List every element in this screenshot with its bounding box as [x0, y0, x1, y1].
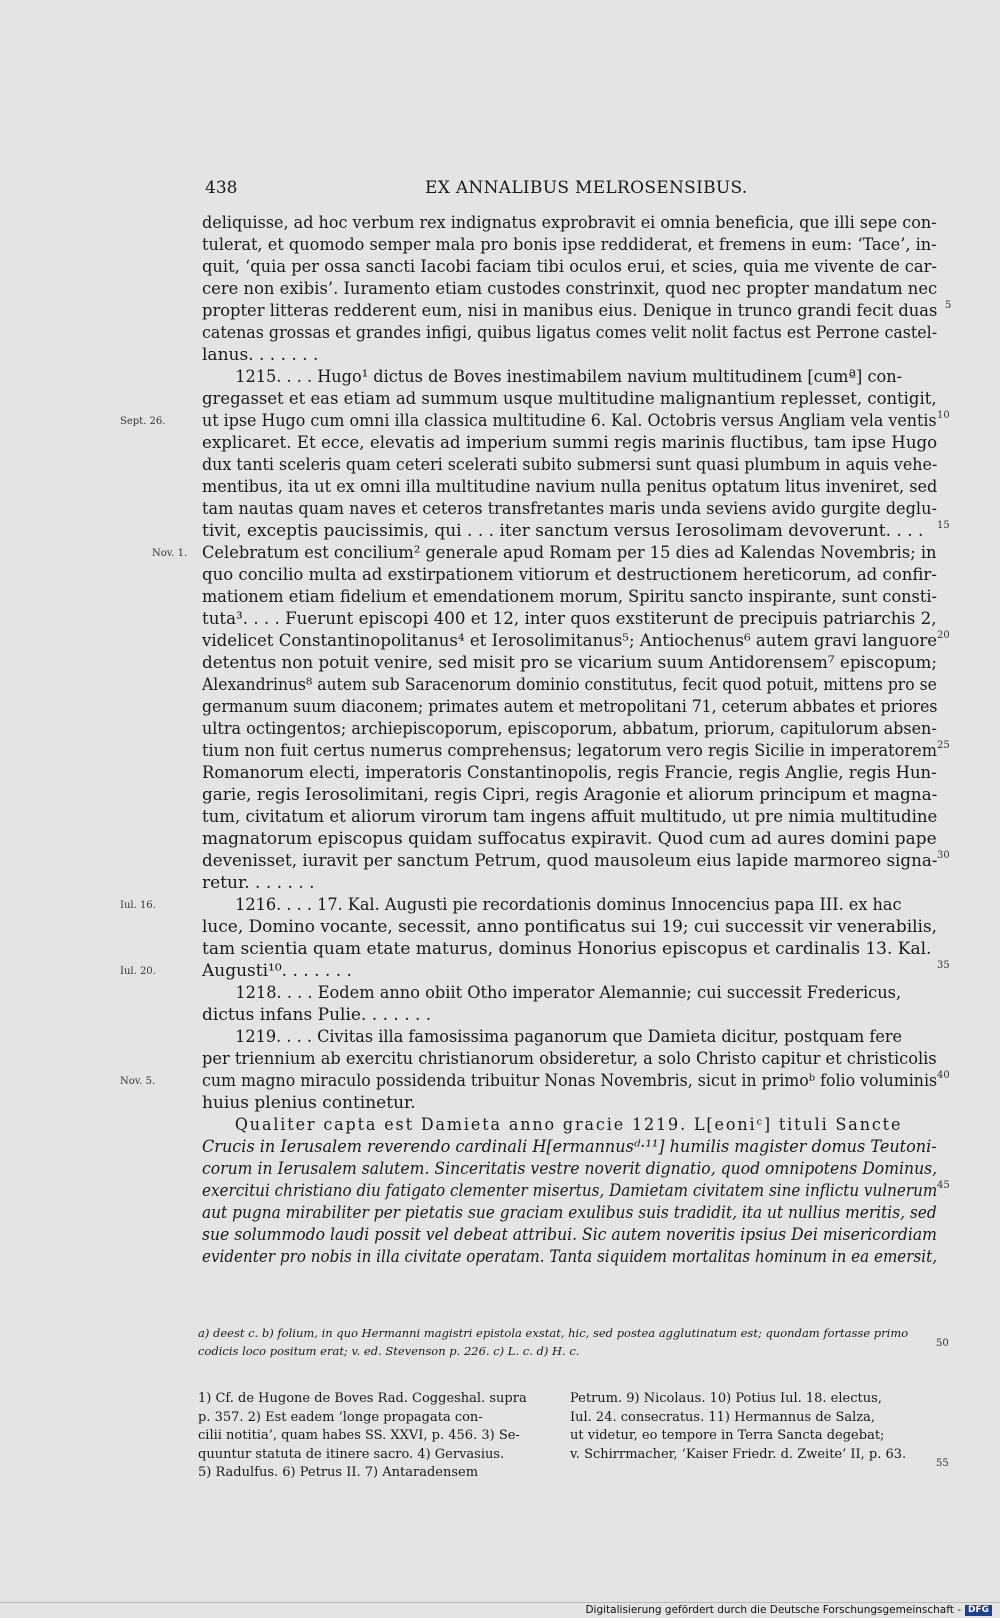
page-header: [205, 178, 955, 202]
text-line: lanus. . . . . . .: [202, 345, 319, 365]
text-line: 1216. . . . 17. Kal. Augusti pie recordationis dominus Innocencius papa III. ex hac: [235, 895, 902, 915]
text-line: Romanorum electi, imperatoris Constantinopolis, regis Francie, regis Anglie, regis Hun-: [202, 763, 937, 783]
text-line: tium non fuit certus numerus comprehensus; legatorum vero regis Sicilie in imperatorem: [202, 741, 938, 761]
line-number: 15: [937, 520, 950, 531]
footnote-line: Petrum. 9) Nicolaus. 10) Potius Iul. 18. electus,: [570, 1391, 882, 1406]
text-line: dux tanti sceleris quam ceteri scelerati subito submersi sunt quasi plumbum in aquis vehe-: [202, 455, 938, 475]
text-line: Augusti¹⁰. . . . . . .: [202, 961, 352, 981]
text-line: deliquisse, ad hoc verbum rex indignatus exprobravit ei omnia beneficia, que illi sepe con-: [202, 213, 937, 233]
text-line: explicaret. Et ecce, elevatis ad imperium summi regis marinis fluctibus, tam ipse Hugo: [202, 433, 938, 453]
line-number: 20: [937, 630, 950, 641]
margin-date: Iul. 16.: [120, 900, 156, 911]
text-line: Celebratum est concilium² generale apud Romam per 15 dies ad Kalendas Novembris; in: [202, 543, 937, 563]
text-line: sue solummodo laudi possit vel debeat attribui. Sic autem noveritis ipsius Dei misericordiam: [202, 1225, 937, 1245]
text-line: tuta³. . . . Fuerunt episcopi 400 et 12, inter quos exstiterunt de precipuis patriarchis 2,: [202, 609, 937, 629]
line-number: 30: [937, 850, 950, 861]
line-number: 35: [937, 960, 950, 971]
footer-divider: [0, 1602, 1000, 1603]
text-line: retur. . . . . . .: [202, 873, 315, 893]
text-line: ultra octingentos; archiepiscoporum, episcoporum, abbatum, priorum, capitulorum absen-: [202, 719, 937, 739]
footnote-line: v. Schirrmacher, ‘Kaiser Friedr. d. Zweite’ II, p. 63.: [570, 1446, 907, 1462]
text-line: Qualiter capta est Damieta anno gracie 1219. L[eoniᶜ] tituli Sancte: [234, 1115, 903, 1135]
text-line: 1218. . . . Eodem anno obiit Otho imperator Alemannie; cui successit Fredericus,: [235, 983, 902, 1003]
text-line: per triennium ab exercitu christianorum obsideretur, a solo Christo capitur et christicolis: [202, 1049, 937, 1069]
footnote-line: ut videtur, eo tempore in Terra Sancta degebat;: [570, 1428, 885, 1443]
text-line: gregasset et eas etiam ad summum usque multitudine malignantium replesset, contigit,: [202, 389, 937, 409]
text-line: luce, Domino vocante, secessit, anno pontificatus sui 19; cui successit vir venerabilis,: [202, 917, 938, 937]
text-line: tivit, exceptis paucissimis, qui . . . iter sanctum versus Ierosolimam devoverunt. . . .: [202, 521, 924, 541]
margin-date: Nov. 1.: [152, 548, 188, 559]
text-line: catenas grossas et grandes infigi, quibus ligatus comes velit nolit factus est Perrone castel-: [202, 323, 938, 343]
footnote-column-left: [198, 1390, 527, 1483]
text-line: tam nautas quam naves et ceteros transfretantes maris unda seviens avido gurgite deglu-: [202, 499, 937, 519]
text-line: germanum suum diaconem; primates autem et metropolitani 71, ceterum abbates et priores: [202, 697, 938, 717]
footnote-column-right: [570, 1390, 906, 1464]
text-line: Crucis in Ierusalem reverendo cardinali H[ermannusᵈ·¹¹] humilis magister domus Teutoni-: [202, 1137, 937, 1157]
text-line: huius plenius continetur.: [202, 1093, 416, 1113]
text-line: mentibus, ita ut ex omni illa multitudine navium nulla penitus optatum litus inveniret, sed: [202, 477, 938, 497]
text-line: magnatorum episcopus quidam suffocatus expiravit. Quod cum ad aures domini pape: [202, 829, 937, 849]
footnote-line: Iul. 24. consecratus. 11) Hermannus de Salza,: [570, 1409, 876, 1425]
text-line: garie, regis Ierosolimitani, regis Cipri, regis Aragonie et aliorum principum et magna-: [202, 785, 938, 805]
text-line: cere non exibis’. Iuramento etiam custodes constrinxit, quod nec propter mandatum nec: [202, 279, 938, 299]
line-number: 25: [937, 740, 950, 751]
running-title: EX ANNALIBUS MELROSENSIBUS.: [425, 178, 748, 198]
margin-date: Nov. 5.: [120, 1076, 156, 1087]
dfg-logo: DFG: [965, 1605, 992, 1616]
text-line: cum magno miraculo possidenda tribuitur Nonas Novembris, sicut in primoᵇ folio voluminis: [202, 1071, 938, 1091]
text-line: corum in Ierusalem salutem. Sinceritatis vestre noverit dignatio, quod omnipotens Dominus,: [202, 1159, 938, 1179]
line-number: 40: [937, 1070, 950, 1081]
text-line: quit, ‘quia per ossa sancti Iacobi faciam tibi oculos erui, et scies, quia me vivente de car-: [202, 257, 937, 277]
text-line: tulerat, et quomodo semper mala pro bonis ipse reddiderat, et fremens in eum: ‘Tace’, in-: [202, 235, 937, 255]
text-line: propter litteras redderent eum, nisi in manibus eius. Denique in trunco grandi fecit duas: [202, 301, 938, 321]
critical-note-line: a) deest c. b) folium, in quo Hermanni magistri epistola exstat, hic, sed postea agglutinatum est; quondam fortasse primo: [198, 1326, 909, 1340]
page-number: 438: [205, 178, 238, 198]
line-number: 5: [945, 300, 952, 311]
text-line: videlicet Constantinopolitanus⁴ et Ierosolimitanus⁵; Antiochenus⁶ autem gravi languore: [202, 631, 938, 651]
text-line: tum, civitatum et aliorum virorum tam ingens affuit multitudo, ut pre nimia multitudine: [202, 807, 938, 827]
footnote-line: cilii notitia’, quam habes SS. XXVI, p. 456. 3) Se-: [198, 1428, 520, 1443]
text-line: detentus non potuit venire, sed misit pro se vicarium suum Antidorensem⁷ episcopum;: [202, 653, 938, 673]
text-line: ut ipse Hugo cum omni illa classica multitudine 6. Kal. Octobris versus Angliam vela ventis: [202, 411, 937, 431]
text-line: devenisset, iuravit per sanctum Petrum, quod mausoleum eius lapide marmoreo signa-: [202, 851, 938, 871]
line-number: 45: [937, 1180, 950, 1191]
line-number: 50: [936, 1338, 949, 1349]
text-line: quo concilio multa ad exstirpationem vitiorum et destructionem hereticorum, ad confir-: [202, 565, 937, 585]
critical-note-line: codicis loco positum erat; v. ed. Stevenson p. 226. c) L. c. d) H. c.: [198, 1344, 580, 1358]
text-line: 1215. . . . Hugo¹ dictus de Boves inestimabilem navium multitudinem [cumª] con-: [235, 367, 903, 387]
footnote-line: 5) Radulfus. 6) Petrus II. 7) Antaradensem: [198, 1465, 479, 1480]
text-line: exercitui christiano diu fatigato clementer misertus, Damietam civitatem sine inflictu vulnerum: [202, 1181, 938, 1201]
footer-text: Digitalisierung gefördert durch die Deutsche Forschungsgemeinschaft -: [585, 1604, 961, 1616]
footnote-line: p. 357. 2) Est eadem ‘longe propagata con-: [198, 1409, 483, 1425]
text-line: dictus infans Pulie. . . . . . .: [202, 1005, 432, 1025]
digitization-footer: [585, 1604, 992, 1616]
footnote-line: 1) Cf. de Hugone de Boves Rad. Coggeshal. supra: [198, 1391, 527, 1406]
text-line: Alexandrinus⁸ autem sub Saracenorum dominio constitutus, fecit quod potuit, mittens pro se: [202, 675, 937, 695]
text-line: aut pugna mirabiliter per pietatis sue graciam exulibus suis tradidit, ita ut nullius meritis, sed: [202, 1203, 937, 1223]
footnote-line: quuntur statuta de itinere sacro. 4) Gervasius.: [198, 1446, 505, 1462]
margin-date: Sept. 26.: [120, 416, 166, 427]
text-line: 1219. . . . Civitas illa famosissima paganorum que Damieta dicitur, postquam fere: [235, 1027, 903, 1047]
text-line: mationem etiam fidelium et emendationem morum, Spiritu sancto inspirante, sunt consti-: [202, 587, 937, 607]
text-line: tam scientia quam etate maturus, dominus Honorius episcopus et cardinalis 13. Kal.: [202, 939, 932, 959]
text-line: evidenter pro nobis in illa civitate operatam. Tanta siquidem mortalitas hominum in ea emersit,: [202, 1247, 938, 1267]
margin-date: Iul. 20.: [120, 966, 156, 977]
line-number: 10: [937, 410, 950, 421]
line-number: 55: [936, 1458, 949, 1469]
